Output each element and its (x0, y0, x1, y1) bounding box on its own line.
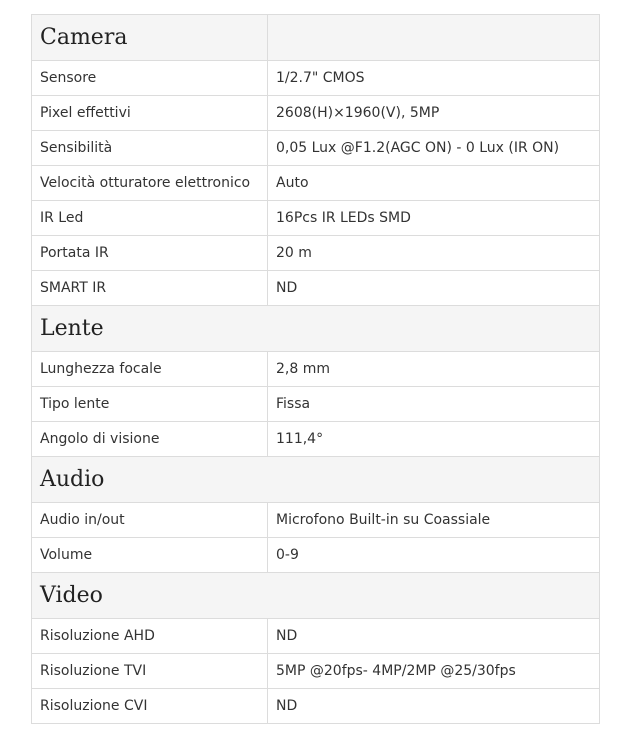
spec-label: IR Led (32, 201, 268, 236)
spec-value: 5MP @20fps- 4MP/2MP @25/30fps (268, 654, 600, 689)
table-row (32, 689, 600, 724)
spec-value: 0,05 Lux @F1.2(AGC ON) - 0 Lux (IR ON) (268, 131, 600, 166)
spec-value: 2608(H)×1960(V), 5MP (268, 96, 600, 131)
spec-value: 1/2.7" CMOS (268, 61, 600, 96)
table-row (32, 538, 600, 573)
spec-label: Tipo lente (32, 387, 268, 422)
spec-label: Risoluzione CVI (32, 689, 268, 724)
spec-value: Fissa (268, 387, 600, 422)
table-row (32, 503, 600, 538)
spec-label: Pixel effettivi (32, 96, 268, 131)
section-title: Camera (32, 15, 268, 61)
table-row (32, 131, 600, 166)
specifications-table (31, 14, 600, 724)
spec-value: 16Pcs IR LEDs SMD (268, 201, 600, 236)
spec-label: Lunghezza focale (32, 352, 268, 387)
table-row (32, 236, 600, 271)
spec-value: Auto (268, 166, 600, 201)
spec-table-container (31, 14, 599, 724)
spec-label: SMART IR (32, 271, 268, 306)
spec-value: ND (268, 619, 600, 654)
spec-value: 2,8 mm (268, 352, 600, 387)
spec-label: Velocità otturatore elettronico (32, 166, 268, 201)
spec-label: Audio in/out (32, 503, 268, 538)
spec-value: Microfono Built-in su Coassiale (268, 503, 600, 538)
table-row (32, 61, 600, 96)
spec-label: Angolo di visione (32, 422, 268, 457)
spec-label: Sensore (32, 61, 268, 96)
section-header-camera (32, 15, 600, 61)
table-row (32, 166, 600, 201)
table-row (32, 96, 600, 131)
spec-label: Risoluzione TVI (32, 654, 268, 689)
section-header-lente (32, 306, 600, 352)
table-row (32, 271, 600, 306)
table-row (32, 201, 600, 236)
section-title: Audio (32, 457, 600, 503)
table-row (32, 422, 600, 457)
spec-value: ND (268, 689, 600, 724)
spec-label: Volume (32, 538, 268, 573)
table-row (32, 654, 600, 689)
section-empty-cell (268, 15, 600, 61)
spec-value: 0-9 (268, 538, 600, 573)
spec-label: Risoluzione AHD (32, 619, 268, 654)
section-title: Lente (32, 306, 600, 352)
spec-value: ND (268, 271, 600, 306)
section-header-audio (32, 457, 600, 503)
spec-label: Sensibilità (32, 131, 268, 166)
spec-label: Portata IR (32, 236, 268, 271)
table-row (32, 619, 600, 654)
section-title: Video (32, 573, 600, 619)
spec-value: 20 m (268, 236, 600, 271)
table-row (32, 352, 600, 387)
table-row (32, 387, 600, 422)
section-header-video (32, 573, 600, 619)
spec-value: 111,4° (268, 422, 600, 457)
